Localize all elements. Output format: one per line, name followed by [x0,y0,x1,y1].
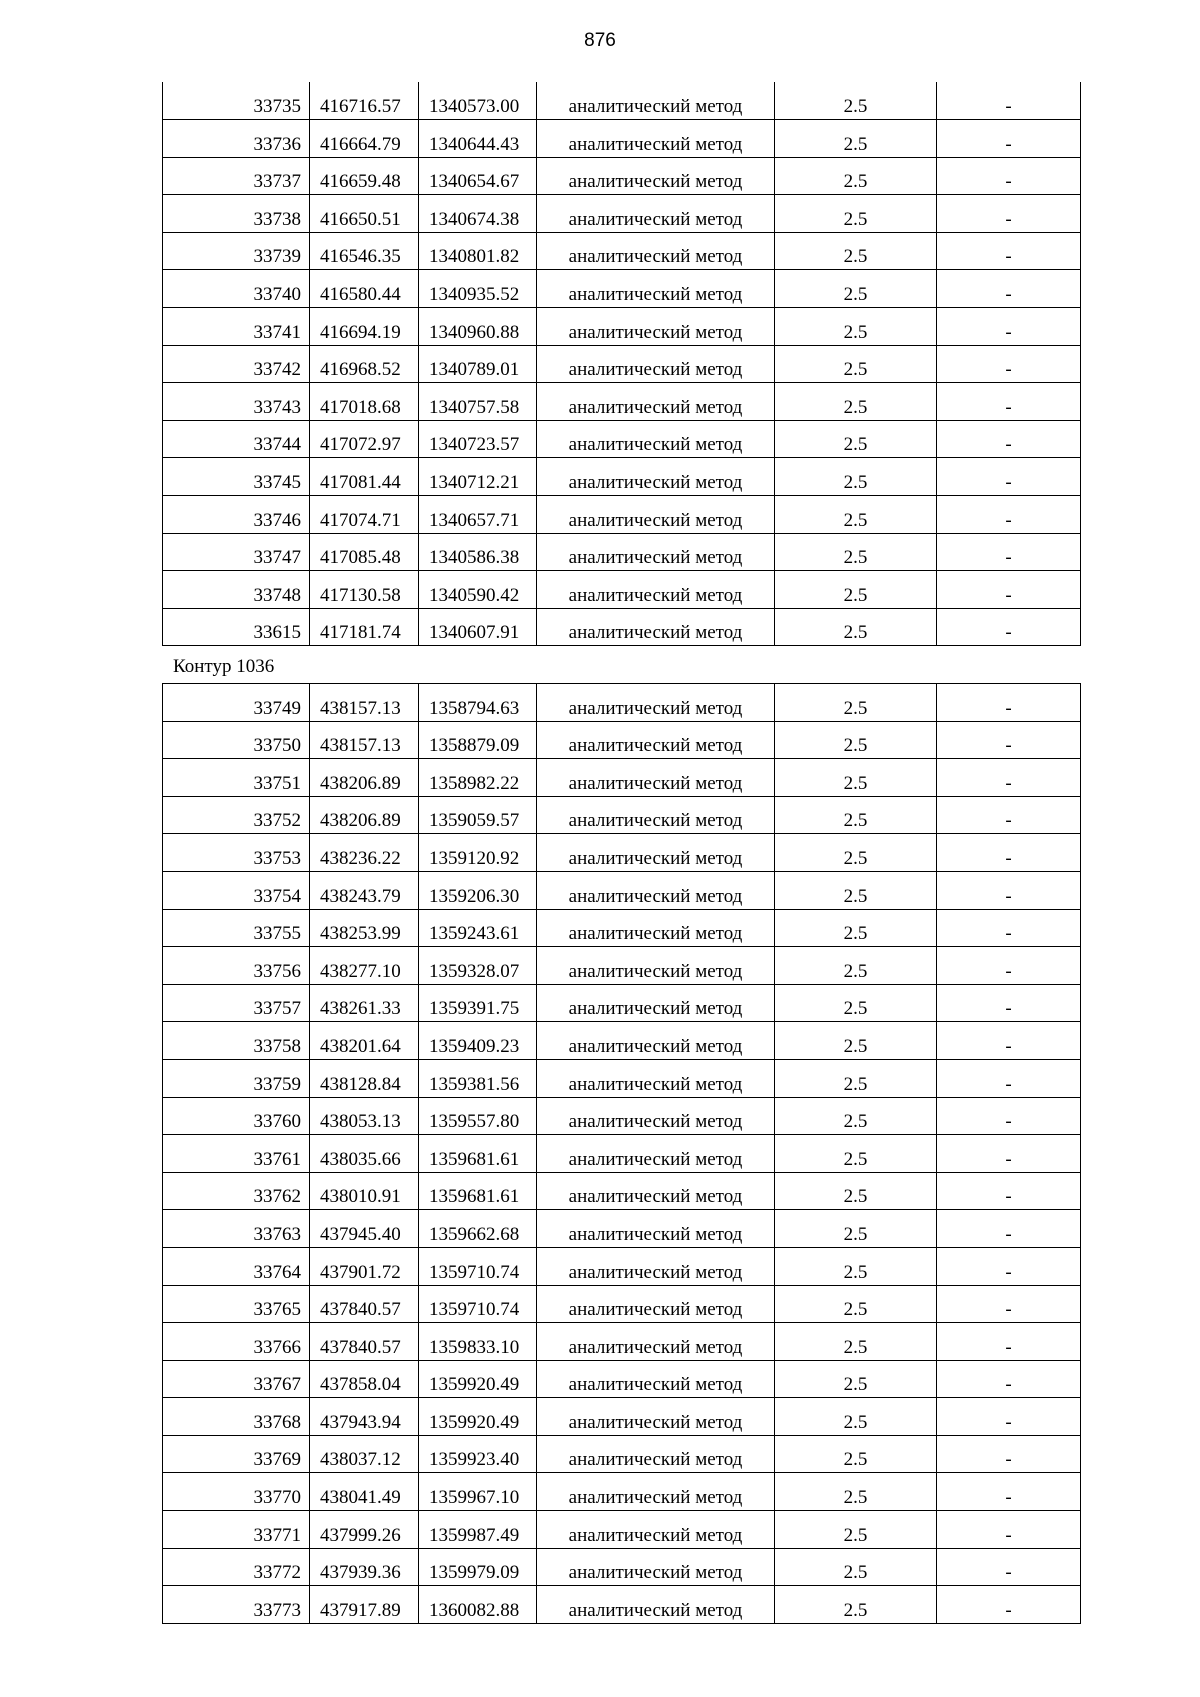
method-cell: аналитический метод [537,533,775,571]
y-coordinate-cell: 1340757.58 [419,383,537,421]
point-number-cell: 33615 [163,608,310,646]
x-coordinate-cell: 438261.33 [310,984,419,1022]
method-cell: аналитический метод [537,1059,775,1097]
x-coordinate-cell: 417130.58 [310,571,419,609]
y-coordinate-cell: 1358794.63 [419,684,537,722]
x-coordinate-cell: 437943.94 [310,1398,419,1436]
y-coordinate-cell: 1359710.74 [419,1247,537,1285]
table-row [163,834,1081,872]
point-number-cell: 33747 [163,533,310,571]
x-coordinate-cell: 417074.71 [310,496,419,534]
accuracy-cell: 2.5 [775,270,937,308]
x-coordinate-cell: 417018.68 [310,383,419,421]
x-coordinate-cell: 416968.52 [310,345,419,383]
accuracy-cell: 2.5 [775,608,937,646]
y-coordinate-cell: 1340960.88 [419,308,537,346]
table-row [163,1360,1081,1398]
table-row [163,1323,1081,1361]
x-coordinate-cell: 438037.12 [310,1435,419,1473]
point-number-cell: 33743 [163,383,310,421]
note-cell: - [937,458,1081,496]
note-cell: - [937,1511,1081,1549]
method-cell: аналитический метод [537,608,775,646]
point-number-cell: 33755 [163,909,310,947]
table-row [163,1398,1081,1436]
y-coordinate-cell: 1359920.49 [419,1360,537,1398]
table-row [163,1473,1081,1511]
table-row [163,383,1081,421]
note-cell: - [937,721,1081,759]
point-number-cell: 33761 [163,1135,310,1173]
y-coordinate-cell: 1359409.23 [419,1022,537,1060]
y-coordinate-cell: 1359206.30 [419,871,537,909]
table-row [163,420,1081,458]
note-cell: - [937,1398,1081,1436]
y-coordinate-cell: 1359662.68 [419,1210,537,1248]
note-cell: - [937,420,1081,458]
note-cell: - [937,571,1081,609]
x-coordinate-cell: 417085.48 [310,533,419,571]
note-cell: - [937,496,1081,534]
table-row [163,1247,1081,1285]
y-coordinate-cell: 1340674.38 [419,195,537,233]
y-coordinate-cell: 1340573.00 [419,82,537,120]
accuracy-cell: 2.5 [775,308,937,346]
accuracy-cell: 2.5 [775,232,937,270]
table-row [163,984,1081,1022]
x-coordinate-cell: 417181.74 [310,608,419,646]
accuracy-cell: 2.5 [775,533,937,571]
table-row [163,1511,1081,1549]
y-coordinate-cell: 1359681.61 [419,1172,537,1210]
y-coordinate-cell: 1359979.09 [419,1548,537,1586]
x-coordinate-cell: 437939.36 [310,1548,419,1586]
point-number-cell: 33766 [163,1323,310,1361]
note-cell: - [937,684,1081,722]
note-cell: - [937,1210,1081,1248]
note-cell: - [937,1022,1081,1060]
point-number-cell: 33750 [163,721,310,759]
method-cell: аналитический метод [537,496,775,534]
note-cell: - [937,759,1081,797]
note-cell: - [937,383,1081,421]
y-coordinate-cell: 1359059.57 [419,796,537,834]
note-cell: - [937,195,1081,233]
note-cell: - [937,1059,1081,1097]
x-coordinate-cell: 438201.64 [310,1022,419,1060]
method-cell: аналитический метод [537,834,775,872]
y-coordinate-cell: 1359243.61 [419,909,537,947]
point-number-cell: 33744 [163,420,310,458]
method-cell: аналитический метод [537,1172,775,1210]
note-cell: - [937,308,1081,346]
accuracy-cell: 2.5 [775,157,937,195]
accuracy-cell: 2.5 [775,1172,937,1210]
accuracy-cell: 2.5 [775,1435,937,1473]
y-coordinate-cell: 1340723.57 [419,420,537,458]
y-coordinate-cell: 1359328.07 [419,947,537,985]
x-coordinate-cell: 438206.89 [310,759,419,797]
method-cell: аналитический метод [537,871,775,909]
x-coordinate-cell: 437901.72 [310,1247,419,1285]
x-coordinate-cell: 438157.13 [310,721,419,759]
accuracy-cell: 2.5 [775,1323,937,1361]
point-number-cell: 33772 [163,1548,310,1586]
method-cell: аналитический метод [537,571,775,609]
table-row [163,684,1081,722]
point-number-cell: 33760 [163,1097,310,1135]
table-row [163,1586,1081,1624]
table-row [163,157,1081,195]
point-number-cell: 33757 [163,984,310,1022]
note-cell: - [937,1435,1081,1473]
accuracy-cell: 2.5 [775,759,937,797]
x-coordinate-cell: 437840.57 [310,1285,419,1323]
accuracy-cell: 2.5 [775,1548,937,1586]
y-coordinate-cell: 1359920.49 [419,1398,537,1436]
method-cell: аналитический метод [537,684,775,722]
y-coordinate-cell: 1359391.75 [419,984,537,1022]
table-row [163,608,1081,646]
accuracy-cell: 2.5 [775,1511,937,1549]
point-number-cell: 33735 [163,82,310,120]
y-coordinate-cell: 1359987.49 [419,1511,537,1549]
y-coordinate-cell: 1359833.10 [419,1323,537,1361]
x-coordinate-cell: 438128.84 [310,1059,419,1097]
y-coordinate-cell: 1358879.09 [419,721,537,759]
note-cell: - [937,270,1081,308]
point-number-cell: 33769 [163,1435,310,1473]
table-row [163,345,1081,383]
accuracy-cell: 2.5 [775,1247,937,1285]
x-coordinate-cell: 438041.49 [310,1473,419,1511]
y-coordinate-cell: 1359681.61 [419,1135,537,1173]
method-cell: аналитический метод [537,1323,775,1361]
point-number-cell: 33736 [163,120,310,158]
x-coordinate-cell: 437999.26 [310,1511,419,1549]
accuracy-cell: 2.5 [775,1473,937,1511]
accuracy-cell: 2.5 [775,1210,937,1248]
y-coordinate-cell: 1340657.71 [419,496,537,534]
method-cell: аналитический метод [537,308,775,346]
point-number-cell: 33737 [163,157,310,195]
y-coordinate-cell: 1340712.21 [419,458,537,496]
note-cell: - [937,909,1081,947]
accuracy-cell: 2.5 [775,1398,937,1436]
y-coordinate-cell: 1359967.10 [419,1473,537,1511]
method-cell: аналитический метод [537,1586,775,1624]
x-coordinate-cell: 438253.99 [310,909,419,947]
accuracy-cell: 2.5 [775,1097,937,1135]
note-cell: - [937,1247,1081,1285]
method-cell: аналитический метод [537,1247,775,1285]
point-number-cell: 33771 [163,1511,310,1549]
y-coordinate-cell: 1358982.22 [419,759,537,797]
accuracy-cell: 2.5 [775,458,937,496]
x-coordinate-cell: 416659.48 [310,157,419,195]
x-coordinate-cell: 416580.44 [310,270,419,308]
note-cell: - [937,1360,1081,1398]
y-coordinate-cell: 1359923.40 [419,1435,537,1473]
x-coordinate-cell: 416694.19 [310,308,419,346]
table-row [163,1135,1081,1173]
point-number-cell: 33753 [163,834,310,872]
point-number-cell: 33749 [163,684,310,722]
note-cell: - [937,82,1081,120]
point-number-cell: 33758 [163,1022,310,1060]
note-cell: - [937,796,1081,834]
table-row [163,1097,1081,1135]
x-coordinate-cell: 438243.79 [310,871,419,909]
y-coordinate-cell: 1340935.52 [419,270,537,308]
note-cell: - [937,1323,1081,1361]
method-cell: аналитический метод [537,420,775,458]
accuracy-cell: 2.5 [775,1135,937,1173]
table-row [163,270,1081,308]
table-row [163,1022,1081,1060]
method-cell: аналитический метод [537,195,775,233]
accuracy-cell: 2.5 [775,796,937,834]
x-coordinate-cell: 437858.04 [310,1360,419,1398]
note-cell: - [937,345,1081,383]
accuracy-cell: 2.5 [775,496,937,534]
note-cell: - [937,1135,1081,1173]
accuracy-cell: 2.5 [775,984,937,1022]
method-cell: аналитический метод [537,1511,775,1549]
x-coordinate-cell: 416546.35 [310,232,419,270]
x-coordinate-cell: 438236.22 [310,834,419,872]
method-cell: аналитический метод [537,984,775,1022]
point-number-cell: 33748 [163,571,310,609]
method-cell: аналитический метод [537,1360,775,1398]
table-row [163,947,1081,985]
table-row [163,195,1081,233]
table-row [163,1059,1081,1097]
point-number-cell: 33756 [163,947,310,985]
method-cell: аналитический метод [537,1398,775,1436]
table-row [163,1285,1081,1323]
table-row [163,909,1081,947]
accuracy-cell: 2.5 [775,120,937,158]
x-coordinate-cell: 417072.97 [310,420,419,458]
x-coordinate-cell: 416664.79 [310,120,419,158]
table-row [163,120,1081,158]
accuracy-cell: 2.5 [775,684,937,722]
page-number: 876 [584,30,616,51]
accuracy-cell: 2.5 [775,834,937,872]
note-cell: - [937,1473,1081,1511]
note-cell: - [937,1548,1081,1586]
y-coordinate-cell: 1340644.43 [419,120,537,158]
method-cell: аналитический метод [537,1097,775,1135]
method-cell: аналитический метод [537,1548,775,1586]
method-cell: аналитический метод [537,458,775,496]
point-number-cell: 33759 [163,1059,310,1097]
table-row [163,759,1081,797]
method-cell: аналитический метод [537,759,775,797]
method-cell: аналитический метод [537,82,775,120]
accuracy-cell: 2.5 [775,82,937,120]
x-coordinate-cell: 438206.89 [310,796,419,834]
contour-label: Контур 1036 [173,656,275,677]
method-cell: аналитический метод [537,909,775,947]
x-coordinate-cell: 438277.10 [310,947,419,985]
point-number-cell: 33773 [163,1586,310,1624]
method-cell: аналитический метод [537,1473,775,1511]
y-coordinate-cell: 1359710.74 [419,1285,537,1323]
y-coordinate-cell: 1340586.38 [419,533,537,571]
y-coordinate-cell: 1359120.92 [419,834,537,872]
point-number-cell: 33764 [163,1247,310,1285]
method-cell: аналитический метод [537,345,775,383]
note-cell: - [937,834,1081,872]
point-number-cell: 33739 [163,232,310,270]
point-number-cell: 33751 [163,759,310,797]
accuracy-cell: 2.5 [775,345,937,383]
point-number-cell: 33770 [163,1473,310,1511]
x-coordinate-cell: 437917.89 [310,1586,419,1624]
x-coordinate-cell: 416716.57 [310,82,419,120]
x-coordinate-cell: 438035.66 [310,1135,419,1173]
accuracy-cell: 2.5 [775,195,937,233]
method-cell: аналитический метод [537,947,775,985]
y-coordinate-cell: 1359557.80 [419,1097,537,1135]
x-coordinate-cell: 437840.57 [310,1323,419,1361]
point-number-cell: 33767 [163,1360,310,1398]
point-number-cell: 33740 [163,270,310,308]
coordinates-table-contour-1036 [162,683,1081,1624]
note-cell: - [937,1586,1081,1624]
table-row [163,533,1081,571]
coordinates-table-continued [162,82,1081,646]
x-coordinate-cell: 438053.13 [310,1097,419,1135]
note-cell: - [937,232,1081,270]
method-cell: аналитический метод [537,1285,775,1323]
accuracy-cell: 2.5 [775,571,937,609]
table-row [163,308,1081,346]
y-coordinate-cell: 1340654.67 [419,157,537,195]
method-cell: аналитический метод [537,120,775,158]
point-number-cell: 33768 [163,1398,310,1436]
method-cell: аналитический метод [537,721,775,759]
method-cell: аналитический метод [537,1022,775,1060]
point-number-cell: 33762 [163,1172,310,1210]
x-coordinate-cell: 416650.51 [310,195,419,233]
x-coordinate-cell: 438157.13 [310,684,419,722]
note-cell: - [937,984,1081,1022]
note-cell: - [937,120,1081,158]
method-cell: аналитический метод [537,1135,775,1173]
table-row [163,571,1081,609]
table-row [163,1172,1081,1210]
accuracy-cell: 2.5 [775,383,937,421]
method-cell: аналитический метод [537,1210,775,1248]
x-coordinate-cell: 437945.40 [310,1210,419,1248]
table-row [163,721,1081,759]
accuracy-cell: 2.5 [775,1022,937,1060]
method-cell: аналитический метод [537,232,775,270]
point-number-cell: 33746 [163,496,310,534]
method-cell: аналитический метод [537,157,775,195]
method-cell: аналитический метод [537,270,775,308]
table-row [163,458,1081,496]
table-row [163,232,1081,270]
note-cell: - [937,1285,1081,1323]
note-cell: - [937,608,1081,646]
point-number-cell: 33742 [163,345,310,383]
point-number-cell: 33741 [163,308,310,346]
method-cell: аналитический метод [537,383,775,421]
accuracy-cell: 2.5 [775,947,937,985]
accuracy-cell: 2.5 [775,909,937,947]
accuracy-cell: 2.5 [775,420,937,458]
point-number-cell: 33745 [163,458,310,496]
accuracy-cell: 2.5 [775,871,937,909]
table-row [163,871,1081,909]
accuracy-cell: 2.5 [775,1059,937,1097]
table-row [163,496,1081,534]
accuracy-cell: 2.5 [775,1586,937,1624]
note-cell: - [937,871,1081,909]
point-number-cell: 33754 [163,871,310,909]
table-row [163,82,1081,120]
point-number-cell: 33752 [163,796,310,834]
note-cell: - [937,157,1081,195]
note-cell: - [937,1172,1081,1210]
x-coordinate-cell: 438010.91 [310,1172,419,1210]
x-coordinate-cell: 417081.44 [310,458,419,496]
accuracy-cell: 2.5 [775,1360,937,1398]
point-number-cell: 33763 [163,1210,310,1248]
y-coordinate-cell: 1340801.82 [419,232,537,270]
table-row [163,1435,1081,1473]
point-number-cell: 33765 [163,1285,310,1323]
y-coordinate-cell: 1360082.88 [419,1586,537,1624]
method-cell: аналитический метод [537,796,775,834]
accuracy-cell: 2.5 [775,1285,937,1323]
note-cell: - [937,533,1081,571]
table-row [163,1548,1081,1586]
point-number-cell: 33738 [163,195,310,233]
y-coordinate-cell: 1340607.91 [419,608,537,646]
note-cell: - [937,947,1081,985]
accuracy-cell: 2.5 [775,721,937,759]
table-row [163,796,1081,834]
note-cell: - [937,1097,1081,1135]
y-coordinate-cell: 1340590.42 [419,571,537,609]
method-cell: аналитический метод [537,1435,775,1473]
y-coordinate-cell: 1359381.56 [419,1059,537,1097]
table-row [163,1210,1081,1248]
y-coordinate-cell: 1340789.01 [419,345,537,383]
